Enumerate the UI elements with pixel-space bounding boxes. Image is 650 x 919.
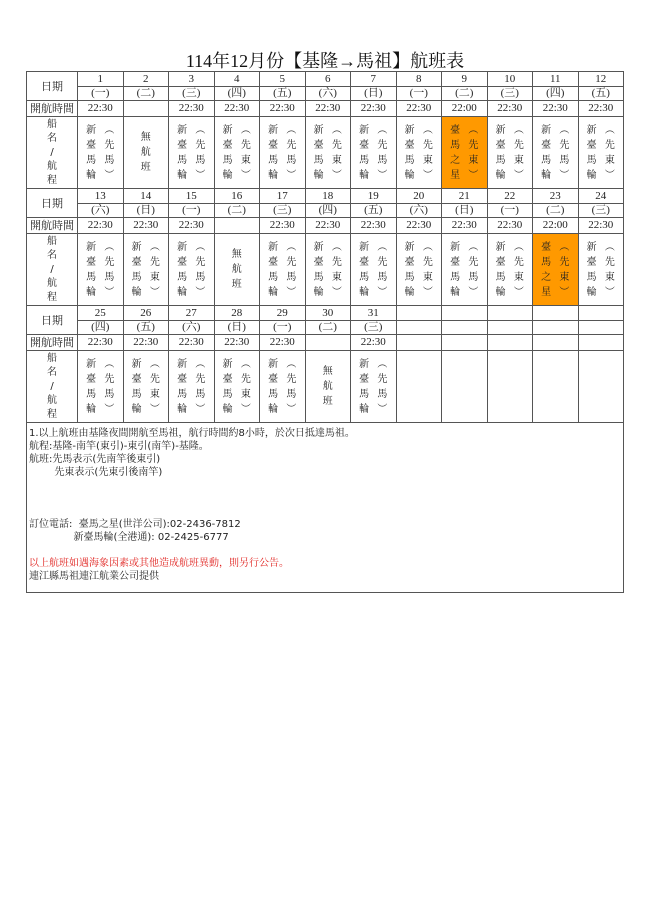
- time-label: 開航時間: [27, 335, 78, 351]
- ship-name: 新 臺 馬 輪: [268, 358, 279, 415]
- ship-name: 臺 馬 之 星: [450, 124, 461, 181]
- departure-time: 22:30: [169, 218, 215, 234]
- departure-time: 22:30: [305, 218, 351, 234]
- day-date: [533, 306, 579, 321]
- day-date: 2: [123, 72, 169, 87]
- day-date: 28: [214, 306, 260, 321]
- ship-route-cell: [442, 234, 488, 306]
- day-date: [487, 306, 533, 321]
- day-date: [442, 306, 488, 321]
- ship-route-label: 船 名 / 航 程: [27, 351, 78, 423]
- weekday-row: [27, 87, 624, 101]
- day-date: 9: [442, 72, 488, 87]
- day-date: 16: [214, 189, 260, 204]
- day-weekday: [442, 321, 488, 335]
- day-date: 12: [578, 72, 624, 87]
- ship-route-cell: [169, 351, 215, 423]
- date-label: 日期: [27, 189, 78, 218]
- departure-time: 22:30: [78, 218, 124, 234]
- day-date: 21: [442, 189, 488, 204]
- route-code: ︵ 先 東 ︶: [240, 124, 251, 181]
- ship-name: 新 臺 馬 輪: [359, 358, 370, 415]
- route-code: ︵ 先 東 ︶: [240, 358, 251, 415]
- departure-time: 22:30: [260, 101, 306, 117]
- departure-time: 22:30: [487, 101, 533, 117]
- day-weekday: (一): [169, 204, 215, 218]
- day-weekday: (日): [214, 321, 260, 335]
- ship-route-cell: [351, 117, 397, 189]
- departure-time: 22:30: [169, 335, 215, 351]
- notes-section: [26, 423, 624, 593]
- day-weekday: (二): [442, 87, 488, 101]
- date-row: [27, 72, 624, 87]
- departure-time: 22:30: [260, 335, 306, 351]
- route-code: ︵ 先 馬 ︶: [559, 124, 570, 181]
- ship-name: 新 臺 馬 輪: [404, 241, 415, 298]
- departure-time: 22:30: [578, 101, 624, 117]
- day-date: [578, 306, 624, 321]
- departure-time: 22:30: [260, 218, 306, 234]
- route-code: ︵ 先 東 ︶: [513, 124, 524, 181]
- date-label: 日期: [27, 72, 78, 101]
- ship-name: 新 臺 馬 輪: [586, 124, 597, 181]
- ship-route-cell: [123, 234, 169, 306]
- day-weekday: (三): [169, 87, 215, 101]
- departure-time: 22:30: [442, 218, 488, 234]
- day-weekday: (一): [78, 87, 124, 101]
- departure-time: 22:30: [533, 101, 579, 117]
- departure-time: 22:30: [396, 101, 442, 117]
- departure-time-row: [27, 101, 624, 117]
- day-date: 23: [533, 189, 579, 204]
- ship-route-cell: [214, 351, 260, 423]
- ship-route-cell: [396, 351, 442, 423]
- day-weekday: [487, 321, 533, 335]
- departure-time: [214, 218, 260, 234]
- day-weekday: (五): [260, 87, 306, 101]
- departure-time: 22:30: [351, 218, 397, 234]
- day-weekday: (一): [260, 321, 306, 335]
- time-label: 開航時間: [27, 218, 78, 234]
- ship-route-cell: [305, 117, 351, 189]
- day-date: 26: [123, 306, 169, 321]
- day-weekday: (五): [351, 204, 397, 218]
- day-weekday: (六): [396, 204, 442, 218]
- ship-name: 新 臺 馬 輪: [313, 241, 324, 298]
- day-date: 17: [260, 189, 306, 204]
- weekday-row: [27, 204, 624, 218]
- departure-time: 22:30: [214, 101, 260, 117]
- ship-name: 新 臺 馬 輪: [268, 241, 279, 298]
- day-weekday: (四): [78, 321, 124, 335]
- departure-time: 22:30: [78, 335, 124, 351]
- ship-route-cell: [351, 234, 397, 306]
- day-date: 24: [578, 189, 624, 204]
- ship-name: 新 臺 馬 輪: [131, 241, 142, 298]
- ship-route-label: 船 名 / 航 程: [27, 234, 78, 306]
- day-weekday: (五): [578, 87, 624, 101]
- ship-route-cell: [260, 351, 306, 423]
- day-weekday: (日): [442, 204, 488, 218]
- date-label: 日期: [27, 306, 78, 335]
- ship-name: 新 臺 馬 輪: [313, 124, 324, 181]
- departure-time: [305, 335, 351, 351]
- route-code: ︵ 先 馬 ︶: [195, 241, 206, 298]
- day-date: 30: [305, 306, 351, 321]
- ship-name: 新 臺 馬 輪: [177, 124, 188, 181]
- ship-name: 新 臺 馬 輪: [86, 241, 97, 298]
- route-code: ︵ 先 東 ︶: [468, 124, 479, 181]
- day-weekday: (二): [123, 87, 169, 101]
- ship-route-cell: [396, 234, 442, 306]
- route-code: ︵ 先 東 ︶: [422, 241, 433, 298]
- route-code: ︵ 先 東 ︶: [604, 124, 615, 181]
- day-date: 22: [487, 189, 533, 204]
- departure-time: [396, 335, 442, 351]
- day-weekday: (日): [123, 204, 169, 218]
- day-date: 14: [123, 189, 169, 204]
- ship-route-label: 船 名 / 航 程: [27, 117, 78, 189]
- ship-name: 新 臺 馬 輪: [222, 358, 233, 415]
- route-code: ︵ 先 馬 ︶: [195, 124, 206, 181]
- ship-name: 新 臺 馬 輪: [495, 124, 506, 181]
- ship-route-cell: [578, 117, 624, 189]
- route-code: ︵ 先 馬 ︶: [286, 241, 297, 298]
- departure-time: [487, 335, 533, 351]
- ship-route-cell: [533, 351, 579, 423]
- route-code: ︵ 先 馬 ︶: [195, 358, 206, 415]
- ship-route-row: [27, 234, 624, 306]
- ship-route-cell: [305, 234, 351, 306]
- route-code: ︵ 先 東 ︶: [513, 241, 524, 298]
- route-code: ︵ 先 馬 ︶: [377, 358, 388, 415]
- ship-route-cell: [351, 351, 397, 423]
- ship-name: 新 臺 馬 輪: [222, 124, 233, 181]
- departure-time: [123, 101, 169, 117]
- day-weekday: [578, 321, 624, 335]
- schedule-sheet: [26, 71, 624, 593]
- day-date: 8: [396, 72, 442, 87]
- date-row: [27, 189, 624, 204]
- route-code: ︵ 先 馬 ︶: [377, 241, 388, 298]
- ship-name: 新 臺 馬 輪: [86, 358, 97, 415]
- day-weekday: (六): [78, 204, 124, 218]
- day-date: 29: [260, 306, 306, 321]
- day-weekday: (六): [305, 87, 351, 101]
- day-date: 5: [260, 72, 306, 87]
- day-date: 25: [78, 306, 124, 321]
- departure-time: 22:30: [214, 335, 260, 351]
- time-label: 開航時間: [27, 101, 78, 117]
- day-date: 19: [351, 189, 397, 204]
- route-code: ︵ 先 馬 ︶: [286, 124, 297, 181]
- ship-route-cell: [78, 117, 124, 189]
- day-weekday: (三): [351, 321, 397, 335]
- ship-name: 新 臺 馬 輪: [495, 241, 506, 298]
- ship-name: 新 臺 馬 輪: [86, 124, 97, 181]
- day-date: 1: [78, 72, 124, 87]
- ship-route-cell: [487, 351, 533, 423]
- ship-name: 新 臺 馬 輪: [177, 241, 188, 298]
- day-date: 20: [396, 189, 442, 204]
- day-weekday: (二): [214, 204, 260, 218]
- ship-name: 新 臺 馬 輪: [131, 358, 142, 415]
- route-code: ︵ 先 東 ︶: [149, 358, 160, 415]
- ship-route-cell: [578, 351, 624, 423]
- ship-route-cell: [487, 117, 533, 189]
- ship-name: 新 臺 馬 輪: [541, 124, 552, 181]
- ship-route-cell: [305, 351, 351, 423]
- day-date: 6: [305, 72, 351, 87]
- ship-route-cell: [123, 117, 169, 189]
- day-date: 27: [169, 306, 215, 321]
- no-service: 無 航 班: [140, 132, 151, 173]
- route-code: ︵ 先 馬 ︶: [286, 358, 297, 415]
- ship-route-cell: [260, 234, 306, 306]
- day-weekday: (六): [169, 321, 215, 335]
- weekday-row: [27, 321, 624, 335]
- ship-name: 新 臺 馬 輪: [359, 124, 370, 181]
- day-date: 3: [169, 72, 215, 87]
- note-line-1: 1.以上航班由基隆夜間開航至馬祖，航行時間約8小時，於次日抵達馬祖。: [29, 428, 355, 439]
- route-code: ︵ 先 馬 ︶: [377, 124, 388, 181]
- departure-time: 22:30: [78, 101, 124, 117]
- route-code: ︵ 先 東 ︶: [604, 241, 615, 298]
- day-weekday: (一): [487, 204, 533, 218]
- day-date: 11: [533, 72, 579, 87]
- route-code: ︵ 先 馬 ︶: [468, 241, 479, 298]
- day-date: 31: [351, 306, 397, 321]
- route-code: ︵ 先 東 ︶: [559, 241, 570, 298]
- day-date: 7: [351, 72, 397, 87]
- provider-credit: 連江縣馬祖連江航業公司提供: [29, 571, 159, 582]
- day-date: [396, 306, 442, 321]
- route-code: ︵ 先 馬 ︶: [104, 241, 115, 298]
- ship-route-row: [27, 351, 624, 423]
- ship-name: 新 臺 馬 輪: [586, 241, 597, 298]
- day-weekday: [396, 321, 442, 335]
- ship-route-cell: [78, 351, 124, 423]
- date-row: [27, 306, 624, 321]
- departure-time-row: [27, 218, 624, 234]
- ship-name: 臺 馬 之 星: [541, 241, 552, 298]
- ship-route-cell: [442, 351, 488, 423]
- no-service: 無 航 班: [322, 366, 333, 407]
- ship-route-cell: [533, 117, 579, 189]
- day-weekday: (三): [578, 204, 624, 218]
- departure-time: 22:30: [305, 101, 351, 117]
- day-weekday: (一): [396, 87, 442, 101]
- note-xiandong: 先東表示(先東引後南竿): [29, 467, 163, 478]
- day-weekday: [533, 321, 579, 335]
- departure-time: 22:00: [442, 101, 488, 117]
- route-code: ︵ 先 東 ︶: [149, 241, 160, 298]
- ship-route-cell: [214, 234, 260, 306]
- route-code: ︵ 先 東 ︶: [331, 124, 342, 181]
- day-weekday: (四): [533, 87, 579, 101]
- page-title: 114年12月份【基隆→馬祖】航班表: [185, 51, 465, 71]
- ship-name: 新 臺 馬 輪: [177, 358, 188, 415]
- day-weekday: (四): [305, 204, 351, 218]
- ship-route-cell: [396, 117, 442, 189]
- ship-route-cell: [123, 351, 169, 423]
- departure-time: 22:30: [578, 218, 624, 234]
- day-date: 4: [214, 72, 260, 87]
- change-warning: 以上航班如遇海象因素或其他造成航班異動，則另行公告。: [29, 558, 289, 569]
- departure-time: 22:00: [533, 218, 579, 234]
- day-weekday: (三): [260, 204, 306, 218]
- no-service: 無 航 班: [231, 249, 242, 290]
- day-weekday: (三): [487, 87, 533, 101]
- ship-name: 新 臺 馬 輪: [404, 124, 415, 181]
- day-weekday: (二): [533, 204, 579, 218]
- ship-route-row: [27, 117, 624, 189]
- ship-name: 新 臺 馬 輪: [268, 124, 279, 181]
- ship-route-cell: [78, 234, 124, 306]
- day-date: 10: [487, 72, 533, 87]
- departure-time: 22:30: [123, 218, 169, 234]
- departure-time: 22:30: [351, 335, 397, 351]
- ship-route-cell: [442, 117, 488, 189]
- ship-route-cell: [260, 117, 306, 189]
- ship-route-cell: [487, 234, 533, 306]
- day-date: 13: [78, 189, 124, 204]
- ship-name: 新 臺 馬 輪: [359, 241, 370, 298]
- day-date: 18: [305, 189, 351, 204]
- note-xianma: 航班:先馬表示(先南竿後東引): [29, 454, 161, 465]
- day-weekday: (二): [305, 321, 351, 335]
- departure-time-row: [27, 335, 624, 351]
- ship-route-cell: [214, 117, 260, 189]
- departure-time: [442, 335, 488, 351]
- schedule-table: [26, 71, 624, 423]
- departure-time: 22:30: [351, 101, 397, 117]
- booking-phone-1: 訂位電話: 臺馬之星(世洋公司):02-2436-7812: [29, 519, 241, 530]
- day-weekday: (日): [351, 87, 397, 101]
- day-weekday: (四): [214, 87, 260, 101]
- ship-route-cell: [169, 117, 215, 189]
- route-code: ︵ 先 東 ︶: [331, 241, 342, 298]
- route-code: ︵ 先 馬 ︶: [104, 358, 115, 415]
- ship-route-cell: [169, 234, 215, 306]
- booking-phone-2: 新臺馬輪(全港通): 02-2425-6777: [29, 532, 229, 543]
- day-date: 15: [169, 189, 215, 204]
- departure-time: 22:30: [123, 335, 169, 351]
- route-code: ︵ 先 東 ︶: [422, 124, 433, 181]
- departure-time: [533, 335, 579, 351]
- day-weekday: (五): [123, 321, 169, 335]
- departure-time: [578, 335, 624, 351]
- ship-name: 新 臺 馬 輪: [450, 241, 461, 298]
- ship-route-cell: [533, 234, 579, 306]
- departure-time: 22:30: [169, 101, 215, 117]
- departure-time: 22:30: [487, 218, 533, 234]
- route-code: ︵ 先 馬 ︶: [104, 124, 115, 181]
- ship-route-cell: [578, 234, 624, 306]
- departure-time: 22:30: [396, 218, 442, 234]
- note-route: 航程:基隆-南竿(東引)-東引(南竿)-基隆。: [29, 441, 209, 452]
